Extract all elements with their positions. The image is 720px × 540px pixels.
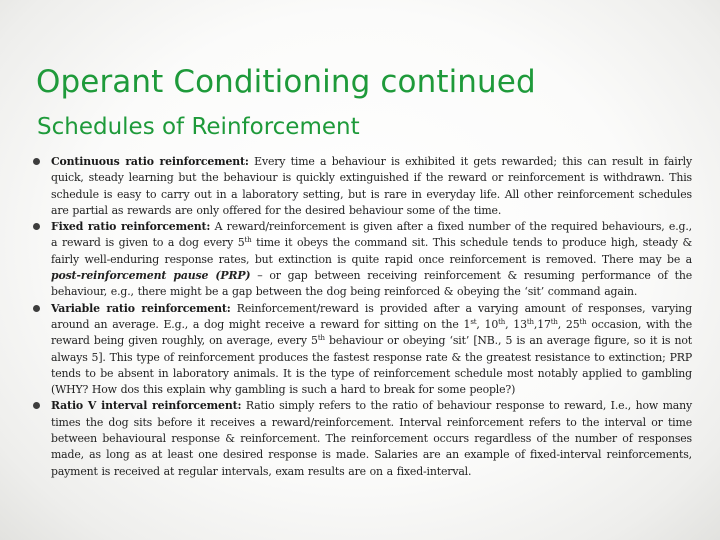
bullet-text: A reward/reinforcement is given after a fixed number of the required behaviours, e.g., a reward is given to a dog every 5 <box>51 220 692 250</box>
bullet-term: Ratio V interval reinforcement: <box>51 399 242 413</box>
bullet-text: , 25 <box>557 317 580 331</box>
ordinal-suffix: th <box>526 317 534 326</box>
emphasis-prp: post-reinforcement pause (PRP) <box>51 269 251 283</box>
bullet-term: Fixed ratio reinforcement: <box>51 220 211 234</box>
bullet-text: occasion, with the reward being given roughly, on average, every 5 <box>51 317 692 348</box>
bullet-dot-icon <box>33 402 40 409</box>
bullet-dot-icon <box>33 305 40 312</box>
bullet-term: Continuous ratio reinforcement: <box>51 155 249 168</box>
bullet-dot-icon <box>33 223 40 230</box>
bullet-ratio-v-interval <box>32 398 692 479</box>
bullet-text: , 10 <box>476 317 499 331</box>
ordinal-suffix: th <box>317 334 325 343</box>
bullet-text: Ratio simply refers to the ratio of behaviour response to reward, I.e., how many times the dog sits before it receives a reward/reinforcement. Interval reinforcement refers to the interval or time between behavioural response & reinforcement. The reinforcement occurs regardless of the number of responses made, as long as at least one desired response is made. Salaries are an example of fixed-interval reinforcements, payment is received at regular intervals, exam results are on a fixed-interval. <box>51 399 692 478</box>
bullet-text: Every time a behaviour is exhibited it gets rewarded; this can result in fairly quick, steady learning but the behaviour is quickly extinguished if the reward or reinforcement is withdrawn. This schedule is easy to carry out in a laboratory setting, but is rare in everyday life. All other reinforcement schedules are partial as rewards are only offered for the desired behaviour some of the time. <box>51 155 692 217</box>
bullet-list <box>32 154 692 480</box>
bullet-fixed-ratio <box>32 219 692 300</box>
bullet-text: Reinforcement/reward is provided after a varying amount of responses, varying around an average. E.g., a dog might receive a reward for sitting on the 1 <box>51 301 692 331</box>
bullet-term: Variable ratio reinforcement: <box>51 301 231 315</box>
ordinal-suffix: th <box>498 317 506 326</box>
bullet-text: time it obeys the command sit. This schedule tends to produce high, steady & fairly well-enduring response rates, but extinction is quite rapid once reinforcement is removed. There may be a <box>51 236 692 266</box>
slide-title: Operant Conditioning continued <box>36 64 536 100</box>
slide-subtitle: Schedules of Reinforcement <box>37 114 360 140</box>
bullet-dot-icon <box>33 158 40 165</box>
bullet-text: , 13 <box>505 317 527 331</box>
bullet-variable-ratio <box>32 301 692 399</box>
ordinal-suffix: th <box>550 317 558 326</box>
bullet-text: ,17 <box>533 317 551 331</box>
ordinal-suffix: th <box>579 317 587 326</box>
bullet-text: behaviour or obeying ‘sit’ [NB., 5 is an average figure, so it is not always 5]. This type of reinforcement produces the fastest response rate & the greatest resistance to extinction; PRP tends to be absent in laboratory animals. It is the type of reinforcement schedule most notably applied to gambling (WHY? How dos this explain why gambling is such a hard to break for some people?) <box>51 334 693 397</box>
ordinal-suffix: st <box>470 317 477 326</box>
bullet-continuous-ratio <box>32 154 692 219</box>
bullet-text: – or gap between receiving reinforcement & resuming performance of the behaviour, e.g., there might be a gap between the dog being reinforced & obeying the ‘sit’ command again. <box>51 269 693 299</box>
ordinal-suffix: th <box>244 236 252 245</box>
